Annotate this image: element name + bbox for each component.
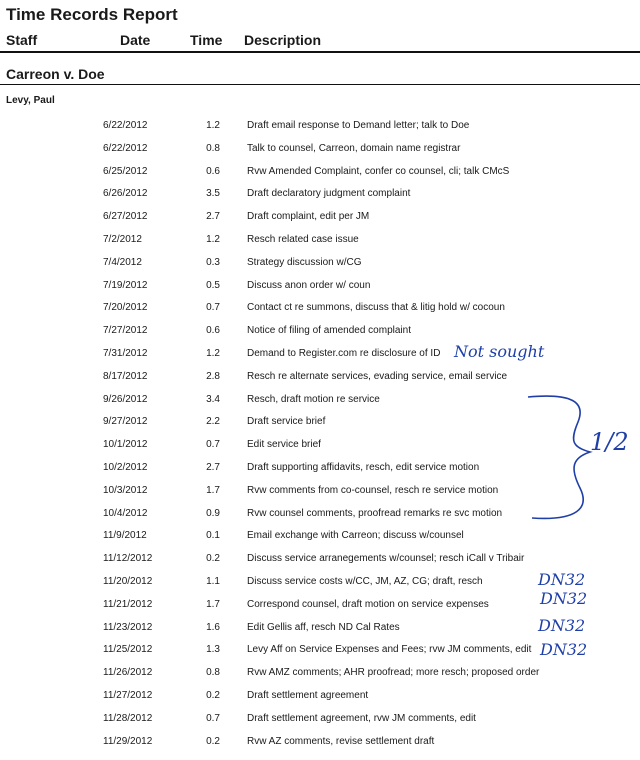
entry-description: Draft supporting affidavits, resch, edit service motion — [247, 462, 480, 473]
entry-date: 10/2/2012 — [103, 462, 148, 473]
entry-description: Rvw Amended Complaint, confer co counsel, cli; talk CMcS — [247, 165, 510, 177]
entry-description: Draft complaint, edit per JM — [247, 211, 370, 223]
entry-time: 0.7 — [206, 712, 220, 724]
entry-description: Draft settlement agreement — [247, 690, 369, 701]
entry-date: 9/27/2012 — [103, 416, 148, 428]
entry-description: Draft service brief — [247, 416, 326, 428]
entry-date: 10/4/2012 — [103, 507, 148, 519]
entry-description: Resch related case issue — [247, 234, 359, 245]
entry-description: Demand to Register.com re disclosure of ID — [247, 348, 441, 359]
entry-time: 0.6 — [206, 325, 220, 337]
staff-name: Levy, Paul — [6, 95, 55, 106]
entry-date: 11/26/2012 — [103, 667, 153, 679]
entry-date: 9/26/2012 — [103, 393, 148, 405]
entry-time: 0.2 — [206, 735, 220, 747]
entry-date: 6/27/2012 — [103, 211, 148, 223]
entry-date: 11/9/2012 — [103, 530, 147, 542]
note-dn32-c: DN32 — [538, 616, 586, 635]
column-header-time: Time — [190, 32, 223, 48]
entry-time: 0.3 — [206, 256, 220, 268]
entry-description: Draft settlement agreement, rvw JM comments, edit — [247, 712, 476, 724]
entry-description: Discuss service arranegements w/counsel; resch iCall v Tribair — [247, 553, 525, 565]
entry-date: 6/25/2012 — [103, 165, 148, 177]
entry-time: 2.7 — [206, 462, 220, 473]
entry-time: 3.4 — [206, 393, 220, 405]
entry-date: 11/21/2012 — [103, 598, 153, 610]
entry-description: Draft declaratory judgment complaint — [247, 188, 411, 200]
case-name: Carreon v. Doe — [6, 66, 105, 82]
entry-description: Notice of filing of amended complaint — [247, 325, 411, 337]
entry-time: 0.7 — [206, 302, 220, 314]
note-dn32-b: DN32 — [540, 589, 588, 608]
entry-time: 0.2 — [206, 690, 220, 701]
entry-time: 1.1 — [206, 576, 220, 587]
entry-date: 10/1/2012 — [103, 439, 148, 451]
entry-time: 0.5 — [206, 279, 220, 291]
bracket-mark — [528, 396, 590, 518]
entry-time: 2.7 — [206, 211, 220, 223]
report-title: Time Records Report — [6, 5, 178, 24]
entry-description: Draft email response to Demand letter; talk to Doe — [247, 120, 470, 131]
entry-date: 7/19/2012 — [103, 279, 148, 291]
entry-date: 7/20/2012 — [103, 302, 148, 314]
entry-date: 7/2/2012 — [103, 234, 142, 245]
entry-description: Rvw AMZ comments; AHR proofread; more resch; proposed order — [247, 667, 540, 679]
entry-time: 0.7 — [206, 439, 220, 451]
entry-time: 1.2 — [206, 120, 220, 131]
entry-date: 11/27/2012 — [103, 690, 153, 701]
entry-description: Resch, draft motion re service — [247, 393, 380, 405]
entry-time: 1.2 — [206, 234, 220, 245]
entry-time: 0.2 — [206, 553, 220, 565]
entry-time: 2.2 — [206, 416, 220, 428]
entry-date: 6/22/2012 — [103, 120, 148, 131]
entry-date: 6/22/2012 — [103, 142, 148, 154]
entry-time: 1.7 — [206, 598, 220, 610]
entry-time: 0.8 — [206, 142, 220, 154]
entry-time: 3.5 — [206, 188, 220, 200]
entry-description: Discuss service costs w/CC, JM, AZ, CG; draft, resch — [247, 576, 483, 587]
entry-date: 7/4/2012 — [103, 256, 142, 268]
entry-description: Rvw counsel comments, proofread remarks re svc motion — [247, 507, 503, 519]
entry-description: Strategy discussion w/CG — [247, 256, 362, 268]
entry-date: 11/29/2012 — [103, 735, 153, 747]
entry-date: 11/28/2012 — [103, 712, 153, 724]
note-dn32-d: DN32 — [540, 640, 588, 659]
entry-date: 8/17/2012 — [103, 370, 148, 382]
entry-description: Rvw comments from co-counsel, resch re service motion — [247, 484, 499, 496]
entry-date: 11/25/2012 — [103, 644, 153, 656]
entry-date: 10/3/2012 — [103, 484, 148, 496]
entry-description: Edit Gellis aff, resch ND Cal Rates — [247, 621, 400, 633]
note-half: 1/2 — [590, 428, 629, 456]
entry-description: Contact ct re summons, discuss that & litig hold w/ cocoun — [247, 302, 505, 314]
entry-time: 0.6 — [206, 165, 220, 177]
entry-time: 1.6 — [206, 621, 220, 633]
note-dn32-a: DN32 — [538, 570, 586, 589]
entry-description: Edit service brief — [247, 439, 321, 451]
entry-date: 7/31/2012 — [103, 348, 148, 359]
entry-description: Talk to counsel, Carreon, domain name registrar — [247, 142, 461, 154]
entry-date: 7/27/2012 — [103, 325, 148, 337]
entry-time: 0.9 — [206, 507, 220, 519]
entry-description: Email exchange with Carreon; discuss w/counsel — [247, 530, 464, 542]
entry-time: 2.8 — [206, 370, 220, 382]
entry-date: 11/12/2012 — [103, 553, 153, 565]
entry-date: 6/26/2012 — [103, 188, 148, 200]
entry-description: Resch re alternate services, evading service, email service — [247, 370, 508, 382]
note-not-sought: Not sought — [454, 342, 545, 361]
column-header-date: Date — [120, 32, 151, 48]
entry-time: 0.8 — [206, 667, 220, 679]
entry-description: Correspond counsel, draft motion on service expenses — [247, 598, 489, 610]
entry-time: 1.2 — [206, 348, 220, 359]
entry-date: 11/20/2012 — [103, 576, 153, 587]
entry-time: 1.7 — [206, 484, 220, 496]
entry-description: Discuss anon order w/ coun — [247, 279, 371, 291]
entry-time: 0.1 — [206, 530, 220, 542]
entry-description: Rvw AZ comments, revise settlement draft — [247, 735, 435, 747]
entry-date: 11/23/2012 — [103, 621, 153, 633]
entry-description: Levy Aff on Service Expenses and Fees; rvw JM comments, edit — [247, 644, 532, 656]
entry-time: 1.3 — [206, 644, 220, 656]
column-header-staff: Staff — [6, 32, 38, 48]
column-header-description: Description — [244, 32, 322, 48]
